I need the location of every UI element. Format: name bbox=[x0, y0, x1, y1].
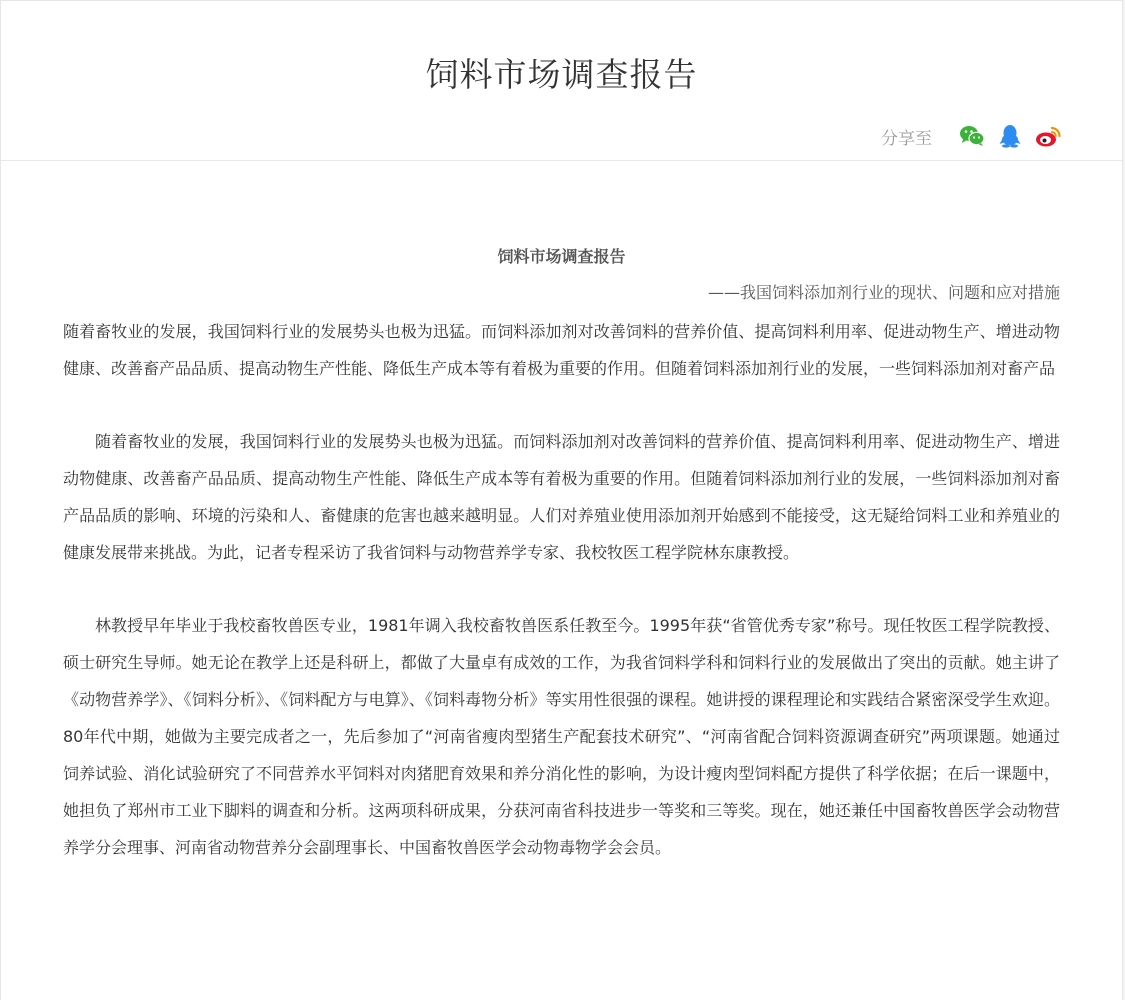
share-bar bbox=[881, 121, 1062, 151]
article-subtitle: ——我国饲料添加剂行业的现状、问题和应对措施 bbox=[707, 283, 1060, 302]
article-intro: 随着畜牧业的发展，我国饲料行业的发展势头也极为迅猛。而饲料添加剂对改善饲料的营养价值、提高饲料利用率、促进动物生产、增进动物健康、改善畜产品品质、提高动物生产性能、降低生产成本等有着极为重要的作用。但随着饲料添加剂行业的发展，一些饲料添加剂对畜产品 bbox=[63, 322, 1060, 378]
qq-icon[interactable] bbox=[996, 122, 1024, 150]
weibo-icon[interactable] bbox=[1034, 122, 1062, 150]
page-header bbox=[1, 1, 1122, 161]
article-paragraph-2: 林教授早年毕业于我校畜牧兽医专业，1981年调入我校畜牧兽医系任教至今。1995年获“省管优秀专家”称号。现任牧医工程学院教授、硕士研究生导师。她无论在教学上还是科研上，都做了大量卓有成效的工作，为我省饲料学科和饲料行业的发展做出了突出的贡献。她主讲了《动物营养学》、《饲料分析》、《饲料配方与电算》、《饲料毒物分析》等实用性很强的课程。她讲授的课程理论和实践结合紧密深受学生欢迎。80年代中期，她做为主要完成者之一，先后参加了“河南省瘦肉型猪生产配套技术研究”、“河南省配合饲料资源调查研究”两项课题。她通过饲养试验、消化试验研究了不同营养水平饲料对肉猪肥育效果和养分消化性的影响，为设计瘦肉型饲料配方提供了科学依据；在后一课题中，她担负了郑州市工业下脚料的调查和分析。这两项科研成果，分获河南省科技进步一等奖和三等奖。现在，她还兼任中国畜牧兽医学会动物营养学分会理事、河南省动物营养分会副理事长、中国畜牧兽医学会动物毒物学会会员。 bbox=[63, 616, 1060, 857]
page-title: 饲料市场调查报告 bbox=[425, 55, 698, 94]
article-paragraph-1: 随着畜牧业的发展，我国饲料行业的发展势头也极为迅猛。而饲料添加剂对改善饲料的营养价值、提高饲料利用率、促进动物生产、增进动物健康、改善畜产品品质、提高动物生产性能、降低生产成本等有着极为重要的作用。但随着饲料添加剂行业的发展，一些饲料添加剂对畜产品品质的影响、环境的污染和人、畜健康的危害也越来越明显。人们对养殖业使用添加剂开始感到不能接受，这无疑给饲料工业和养殖业的健康发展带来挑战。为此，记者专程采访了我省饲料与动物营养学专家、我校牧医工程学院林东康教授。 bbox=[63, 432, 1060, 562]
article-content bbox=[1, 245, 1122, 866]
article-title: 饲料市场调查报告 bbox=[497, 247, 626, 266]
share-label: 分享至 bbox=[881, 128, 932, 149]
wechat-icon[interactable] bbox=[958, 122, 986, 150]
